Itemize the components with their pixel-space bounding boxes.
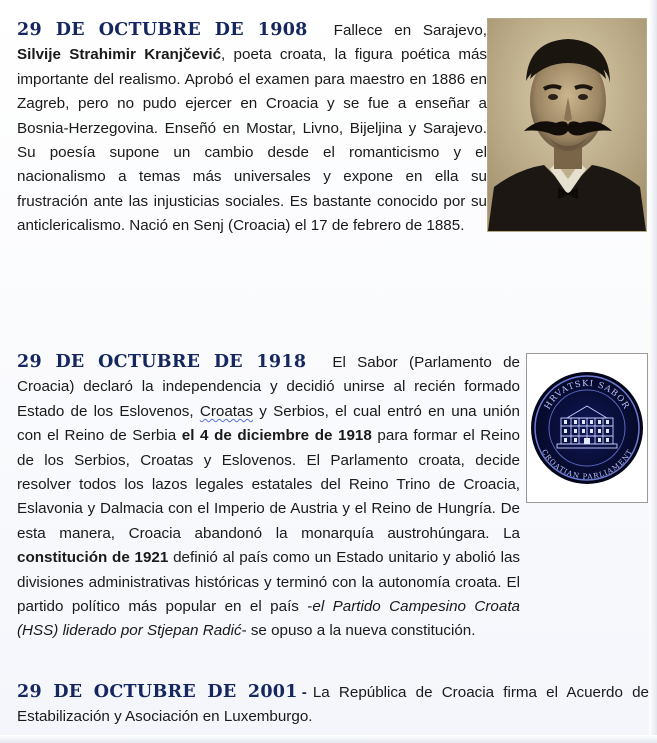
entry-1908 bbox=[17, 18, 487, 239]
bold-constitution: constitución de 1921 bbox=[17, 549, 169, 567]
seal-emblem bbox=[527, 354, 647, 502]
entry-text-part: Fallece en Sarajevo, bbox=[333, 22, 488, 39]
entry-text-part: El Sabor (Parlamento de Croacia) declaró la independencia y decidió unirse al recién formado Estado de los Eslovenos, bbox=[17, 354, 520, 420]
parliament-seal-image bbox=[526, 353, 648, 503]
page-edge-bottom bbox=[0, 735, 657, 743]
bold-date: el 4 de diciembre de 1918 bbox=[181, 427, 372, 445]
portrait-photo bbox=[487, 18, 647, 232]
seal-text-bottom: CROATIAN PARLIAMENT bbox=[539, 448, 635, 481]
date-separator: - bbox=[301, 684, 307, 701]
entry-text-part: y Serbios, el cual entró en una unión con el Reino de Serbia bbox=[17, 402, 520, 445]
spellcheck-word: Croatas bbox=[199, 402, 254, 420]
page-edge-right bbox=[649, 0, 657, 743]
entry-text-part: , poeta croata, la figura poética más importante del realismo. Aprobó el examen para maestro en 1886 en Zagreb, pero no pudo ejercer en Croacia y se fue a enseñar a Bosnia-Herzegovina. Enseñó en Mostar, Livno, Bijeljina y Sarajevo. Su poesía supone un cambio desde el romanticismo y el nacionalismo a temas más universales y expone en ella su frustración ante las injusticias sociales. Es bastante conocido por su anticlericalismo. Nació en Senj (Croacia) el 17 de febrero de 1885. bbox=[17, 46, 488, 235]
entry-1918 bbox=[17, 350, 520, 644]
entry-date: 29 DE OCTUBRE DE 1908 bbox=[17, 20, 308, 40]
portrait-illustration bbox=[488, 19, 646, 231]
seal-text-top: HRVATSKI SABOR bbox=[542, 378, 632, 412]
entry-date: 29 DE OCTUBRE DE 1918 bbox=[17, 352, 307, 372]
entry-text-part: La República de Croacia firma el Acuerdo de Estabilización y Asociación en Luxemburgo. bbox=[17, 684, 649, 726]
entry-date: 29 DE OCTUBRE DE 2001 bbox=[17, 682, 298, 702]
entry-text-part: - se opuso a la nueva constitución. bbox=[241, 622, 476, 640]
entry-text-part: para formar el Reino de los Serbios, Croatas y Eslovenos. El Parlamento croata, decide resolver todos los lazos legales estatales del Reino Trino de Croacia, Eslavonia y Dalmacia con el Imperio de Austria y el Reino de Hungría. De esta manera, Croacia abandonó la monarquía austrohúngara. La bbox=[17, 427, 520, 542]
entry-text-part: definió al país como un Estado unitario y abolió las divisiones administrativas históricas y terminó con la autonomía croata. El partido político más popular en el país - bbox=[17, 549, 520, 616]
entry-2001 bbox=[17, 680, 649, 730]
person-name: Silvije Strahimir Kranjčević bbox=[17, 46, 222, 64]
italic-party: el Partido Campesino Croata (HSS) liderado por Stjepan Radić bbox=[17, 598, 520, 640]
